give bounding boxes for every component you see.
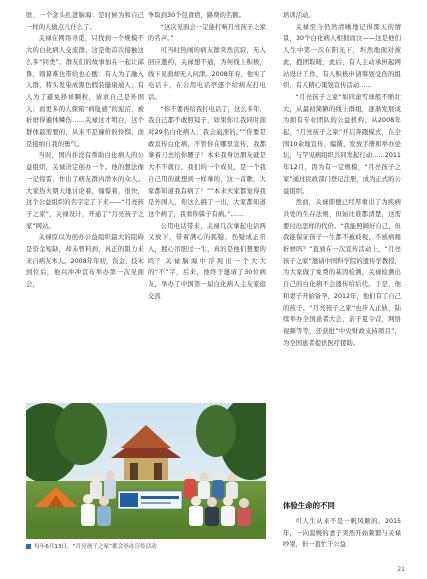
paragraph: 可当时热闹的病友群突然沉寂，无人回应邀约，关禄想不通，为何线上积极，线下见面却无人问津。2008年春，他实了电话卡，在公用电话亭逐个给病友打电话。 <box>148 47 266 101</box>
paragraph: 关禄至今仍然清晰地记得那天的情景，30个白化病人相拥而泣——这是他们人生中第一次在阳光下，坦然地面对彼此，抱团取暖，此后，有人主动承担起网站设计工作，有人积极申请筹划受伤的组织，有人精心策划宣传活动…… <box>283 23 401 90</box>
paragraph: “这次见面会一定能打响月亮孩子之家的名声。” <box>148 23 266 43</box>
paragraph: 然而，关禄即便已经厚重出了为疾病共处的生存法则，但始比谁都清楚，这需要付出怎样的代价。“我能照顾好自己，但我能保证孩子一生都不被歧视，不被病痛折磨吗？”直到在一次宣传活动上，“月亮孩子之家”邀请中国科学院的遗传学教授，为大家做了免费的基因检测，关禄检测出自己的白化病不会遗传给后代。于是，他和妻子开始备孕，2012年，他们有了自己的孩子。“月亮孩子之家”也步入正轨，陆续举办全国患者大会，亲子夏令营，网络视频等等，还获批“中央财政支持项目”，为全国患者提供医疗援助。 <box>283 199 401 347</box>
text-column-2 <box>148 10 266 303</box>
paragraph: 争取到30个包食宿，路费的名额。 <box>148 12 245 19</box>
text-column-1 <box>26 10 144 291</box>
photo-caption <box>26 543 266 551</box>
page-number: 21 <box>397 566 405 573</box>
section-body <box>283 516 401 551</box>
paragraph: 可人生从来不是一帆风顺的。2015年，一向温婉的妻子突然开始频繁与关禄吵架，但一直忙于公益 <box>283 518 401 549</box>
paragraph: 培训活动。 <box>283 12 315 19</box>
paragraph: “月亮孩子之家”如同滚雪球般不断壮大，从最初简陋的线上群组，逐渐发展成为拥有专业团队的公益机构，从2008年起，“月亮孩子之家”开启奔跑模式，在全国10余地宣传、编撰、发放手册和举办论坛，与罕见病组织共同发起行动……2011年12月，因为有一定规模，“月亮孩子之家”通过民政部门登记注册，成为正式的公益组织。 <box>283 93 401 195</box>
paragraph: 当时，国内并没有帮助白化病人的公益组织，关禄决定创办一个。他的想法像一记惊雷，作出了病友群内潜水的众人。大家热火朝天地讨论着，憧憬着，很快，这个公益组织的名字定了下来——“月亮孩子之家”，关禄设计，开通了“月亮孩子之家”网站。 <box>26 152 144 230</box>
caption-marker <box>26 544 31 549</box>
paragraph: 关禄原以为创办公益组织最大的阻碍是资金短缺，却未曾料到，真正的阻力来来自病友本人。2008年年初，资金、技术到位后，他兴冲冲宣布举办第一次见面会， <box>26 234 144 289</box>
caption-text: 每年6月13日，“月亮孩子之家”都会举办宣传活动 <box>34 544 157 550</box>
paragraph: 肤、一个念头扎进脑海：是时候为和自己一样的人做点儿什么了。 <box>26 12 144 31</box>
paragraph: 公用电话带来，关禄几次拿起电话两又放下，带着满心的狐疑，伤疑成正常人，握心吊胆过一生，真的是他们想要的吗？关禄脑海中浮现出一个大大的“不”字，后来，他终于邀请了30位病友，举办了中国第一届白化病人主友家庭交流 <box>148 222 266 300</box>
group-photo-illustration <box>26 403 266 539</box>
paragraph: 关禄在网络寻觅，只找到一个规模不大的白化病人交流群，这是他首次接触这么多“同类”。群友们的故事加在一起让邱鲁，则算难也带给也心酸：有人为了融入人群，特头发染成黑色假装健康通人；有人为了避免择祥颗粒，请求自己是外国人；而更多的人探陷“病耻感”的泥沼，被折磨得遍体鳞伤……关禄这才明白，这个群体最需要的，从来不是廉价的怜悯，而是接纳自我的勇气。 <box>26 35 144 148</box>
paragraph: “你不要再给我打电话了，这么多年，我自己都不敢照镜子，如果你让我同时面对29名白化病人，我会崩溃的。”“你要是敢宣传白化病，不管你在哪里宣传，我都拿着刀去给你腰子！本来我身边朋友就是大不不就行，我们的一个成员，是一个我自己用的就想到一样拿的，这一首歌，大家都知道我有病了！”“本来大家都觉得我是外国人，你这么搞了一出，大家都知道这个病了，我看你躲子有病。”…… <box>148 105 266 218</box>
text-column-3 <box>283 10 401 498</box>
group-photo <box>26 403 266 539</box>
section-heading: 体验生命的不同 <box>283 501 335 510</box>
